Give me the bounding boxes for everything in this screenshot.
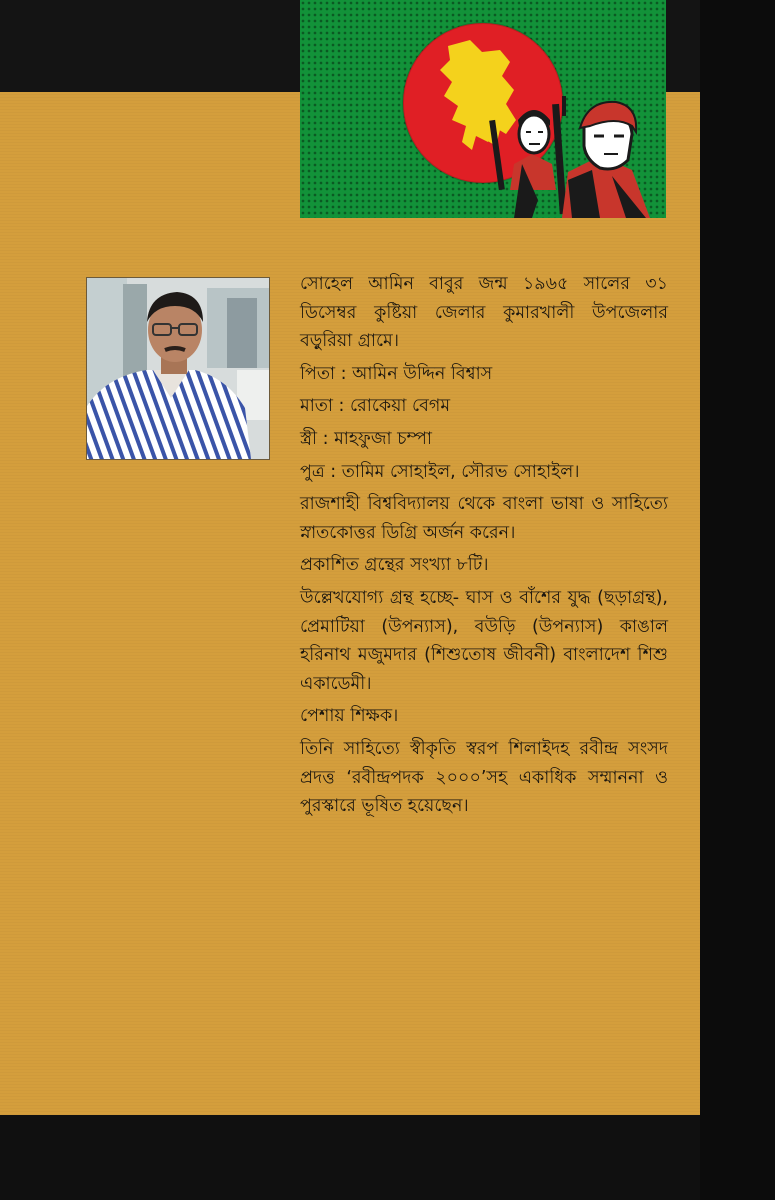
bio-sons: পুত্র : তামিম সোহাইল, সৌরভ সোহাইল।: [300, 461, 580, 482]
black-border-bottom: [0, 1115, 700, 1200]
author-photo: [86, 277, 270, 460]
bio-profession: পেশায় শিক্ষক।: [300, 706, 399, 727]
bio-book-count: প্রকাশিত গ্রন্থের সংখ্যা ৮টি।: [300, 555, 489, 576]
bio-awards: তিনি সাহিত্যে স্বীকৃতি স্বরপ শিলাইদহ রবীন্দ্র সংসদ প্রদত্ত ‘রবীন্দ্রপদক ২০০০’সহ একাধিক সম্মাননা ও পুরস্কারে ভূষিত হয়েছেন।: [300, 738, 668, 817]
bio-father: পিতা : আমিন উদ্দিন বিশ্বাস: [300, 363, 493, 384]
bio-wife: স্ত্রী : মাহফুজা চম্পা: [300, 428, 432, 449]
bio-notable-books: উল্লেখযোগ্য গ্রন্থ হচ্ছে- ঘাস ও বাঁশের যুদ্ধ (ছড়াগ্রন্থ), প্রেমাটিয়া (উপন্যাস), বউড়ি (উপন্যাস) কাঙাল হরিনাথ মজুমদার (শিশুতোষ জীবনী) বাংলাদেশ শিশু একাডেমী।: [300, 587, 668, 694]
bio-education: রাজশাহী বিশ্ববিদ্যালয় থেকে বাংলা ভাষা ও সাহিত্যে স্নাতকোত্তর ডিগ্রি অর্জন করেন।: [300, 494, 668, 543]
black-border-right: [700, 0, 775, 1200]
author-biography: [300, 270, 668, 825]
bio-mother: মাতা : রোকেয়া বেগম: [300, 396, 451, 417]
bio-birth: সোহেল আমিন বাবুর জন্ম ১৯৬৫ সালের ৩১ ডিসেম্বর কুষ্টিয়া জেলার কুমারখালী উপজেলার বড়ুরিয়া গ্রামে।: [300, 274, 668, 352]
bangladesh-flag-illustration: [300, 0, 666, 218]
